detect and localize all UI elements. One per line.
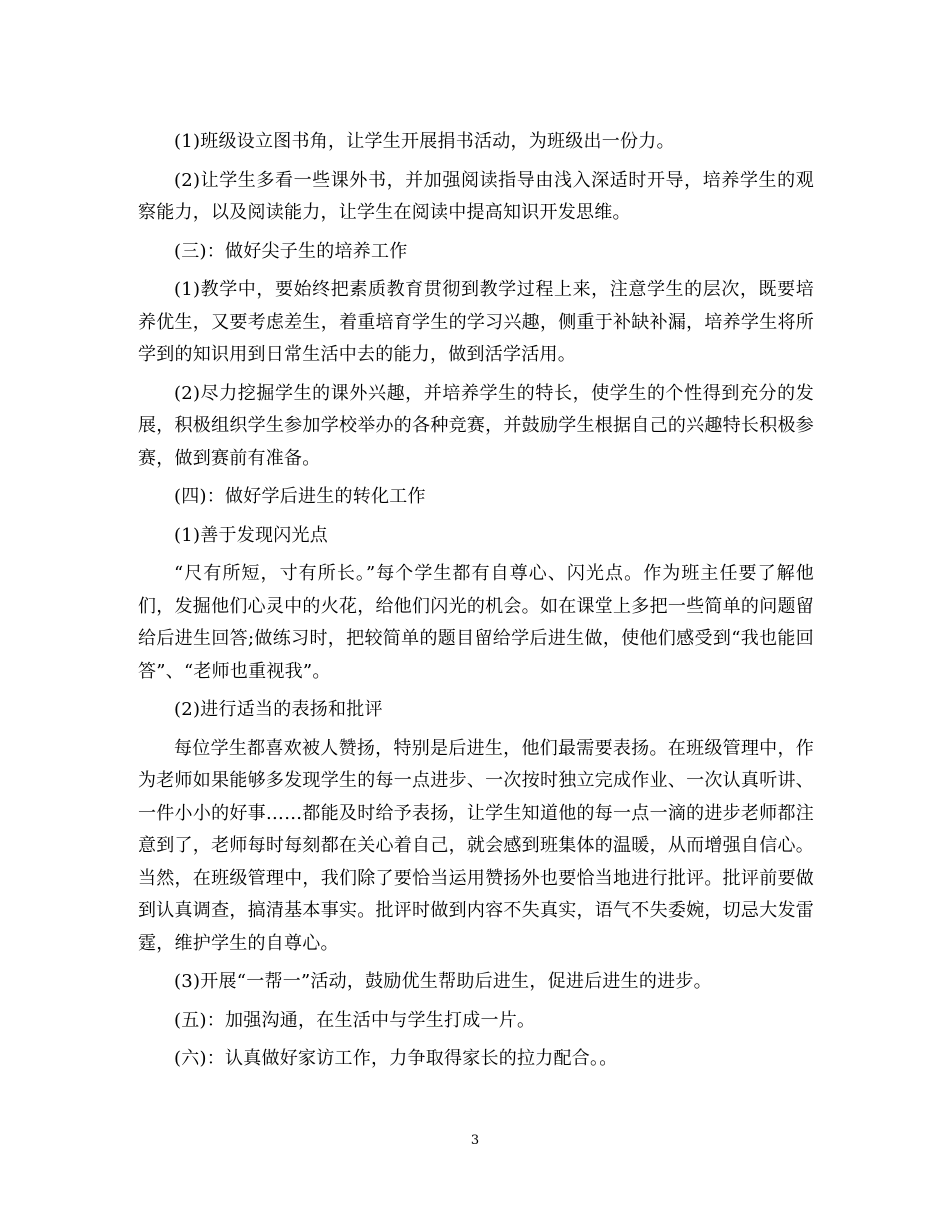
section-heading-struggling-students: (四)：做好学后进生的转化工作 bbox=[174, 486, 426, 507]
section-heading-top-students: (三)：做好尖子生的培养工作 bbox=[174, 240, 408, 262]
paragraph-book-corner: (1)班级设立图书角，让学生开展捐书活动，为班级出一份力。 bbox=[174, 131, 675, 152]
paragraph-teaching-quality: (1)教学中，要始终把素质教育贯彻到教学过程上来，注意学生的层次，既要培养优生，又要考虑差生，着重培育学生的学习兴趣，侧重于补缺补漏，培养学生将所学到的知识用到日常生活中去的能力，做到活学活用。 bbox=[138, 279, 814, 365]
paragraph-praise-detail: 每位学生都喜欢被人赞扬，特别是后进生，他们最需要表扬。在班级管理中，作为老师如果能够多发现学生的每一点进步、一次按时独立完成作业、一次认真听讲、一件小小的好事……都能及时给予表扬，让学生知道他的每一点一滴的进步老师都注意到了，老师每时每刻都在关心着自己，就会感到班集体的温暖，从而增强自信心。当然，在班级管理中，我们除了要恰当运用赞扬外也要恰当地进行批评。批评前要做到认真调查，搞清基本事实。批评时做到内容不失真实，语气不失委婉，切忌大发雷霆，维护学生的自尊心。 bbox=[138, 737, 814, 954]
subheading-find-strengths: (1)善于发现闪光点 bbox=[174, 524, 328, 546]
paragraph-strengths-detail: “尺有所短，寸有所长。”每个学生都有自尊心、闪光点。作为班主任要了解他们，发掘他们心灵中的火花，给他们闪光的机会。如在课堂上多把一些简单的问题留给后进生回答;做练习时，把较简单的题目留给学后进生做，使他们感受到“我也能回答”、“老师也重视我”。 bbox=[138, 563, 814, 682]
paragraph-extracurricular-interests: (2)尽力挖掘学生的课外兴趣，并培养学生的特长，使学生的个性得到充分的发展，积极组织学生参加学校举办的各种竞赛，并鼓励学生根据自己的兴趣特长积极参赛，做到赛前有准备。 bbox=[138, 382, 814, 469]
paragraph-reading-guidance: (2)让学生多看一些课外书，并加强阅读指导由浅入深适时开导，培养学生的观察能力，以及阅读能力，让学生在阅读中提高知识开发思维。 bbox=[138, 169, 814, 223]
section-heading-communication: (五)：加强沟通，在生活中与学生打成一片。 bbox=[174, 1009, 536, 1031]
section-heading-home-visits: (六)：认真做好家访工作，力争取得家长的拉力配合。。 bbox=[174, 1048, 618, 1069]
page-number: 3 bbox=[470, 1133, 480, 1148]
subheading-praise-and-criticism: (2)进行适当的表扬和批评 bbox=[174, 699, 383, 720]
paragraph-peer-help: (3)开展“一帮一”活动，鼓励优生帮助后进生，促进后进生的进步。 bbox=[174, 971, 712, 992]
document-body bbox=[138, 126, 814, 1082]
